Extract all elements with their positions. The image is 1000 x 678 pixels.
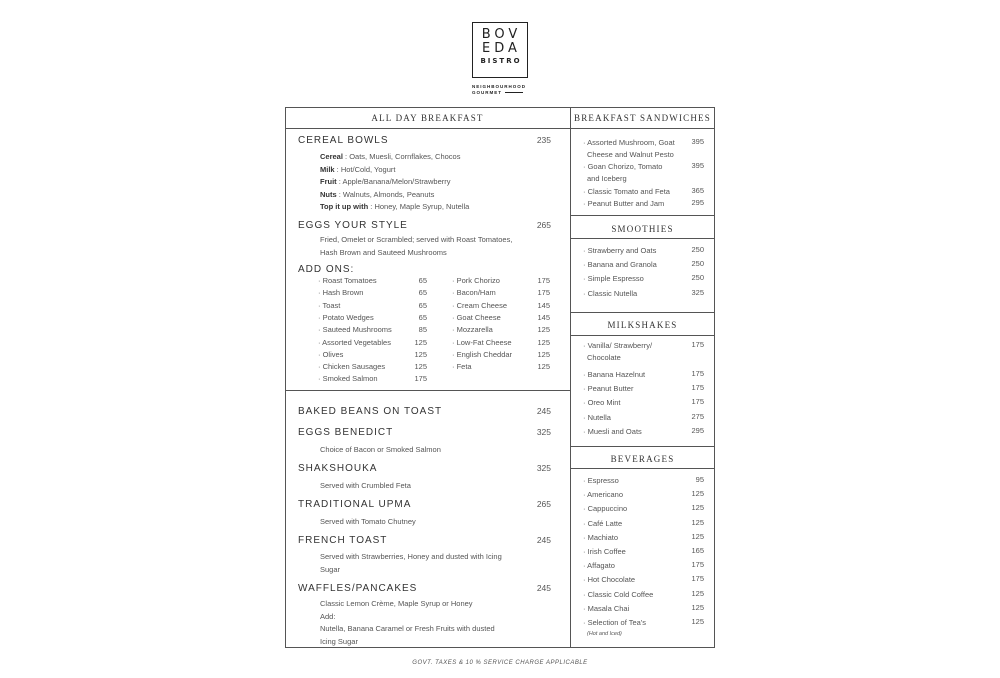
add-on-price: 125 (414, 362, 427, 372)
smoothie-price: 250 (691, 259, 704, 269)
beverages-top-rule (570, 446, 715, 447)
add-on-item: · Feta (452, 362, 472, 372)
beverage-price: 95 (695, 475, 704, 484)
add-on-item: · Mozzarella (452, 325, 493, 335)
sandwich-item: · Goan Chorizo, Tomato and Iceberg (583, 162, 663, 183)
milkshake-price: 175 (691, 340, 704, 349)
logo-line-3: BISTRO (480, 57, 522, 65)
beverage-price: 125 (691, 588, 704, 598)
beverage-price: 175 (691, 574, 704, 584)
smoothie-price: 250 (691, 245, 704, 254)
add-on-price: 125 (537, 349, 550, 359)
milkshake-price: 275 (691, 411, 704, 421)
beverages-section-title: BEVERAGES (610, 454, 675, 464)
waffles-pancakes-title: WAFFLES/PANCAKES (298, 583, 418, 594)
eggs-your-style-description: Fried, Omelet or Scrambled; served with Roast Tomatoes, Hash Brown and Sauteed Mushrooms (320, 235, 513, 257)
shakshouka-title: SHAKSHOUKA (298, 463, 378, 474)
beverage-item: · Hot Chocolate (583, 575, 636, 585)
logo (472, 22, 528, 78)
add-on-item: · Pork Chorizo (452, 276, 500, 285)
upma-description: Served with Tomato Chutney (320, 517, 416, 526)
milkshakes-top-rule (570, 312, 715, 313)
milkshake-item: · Vanilla/ Strawberry/ Chocolate (583, 341, 653, 362)
breakfast-section-rule (285, 390, 570, 391)
add-on-item: · Smoked Salmon (318, 374, 378, 384)
add-on-price: 175 (537, 276, 550, 285)
milkshake-item: · Oreo Mint (583, 398, 621, 408)
milkshake-item: · Nutella (583, 412, 611, 422)
smoothies-section-title: SMOOTHIES (611, 224, 674, 234)
cereal-option-line: Nuts : Walnuts, Almonds, Peanuts (320, 189, 435, 199)
cereal-option-line: Cereal : Oats, Muesli, Cornflakes, Chocos (320, 152, 461, 161)
add-on-item: · Chicken Sausages (318, 362, 386, 372)
beverage-price: 165 (691, 546, 704, 555)
cereal-option-line: Milk : Hot/Cold, Yogurt (320, 164, 396, 174)
cereal-bowls-title: CEREAL BOWLS (298, 135, 389, 146)
sandwich-item: · Peanut Butter and Jam (583, 199, 665, 208)
logo-line-2: EDA (482, 41, 521, 56)
add-ons-title: ADD ONS: (298, 264, 355, 275)
add-on-price: 145 (537, 300, 550, 310)
add-on-price: 125 (537, 362, 550, 372)
cereal-bowls-price: 235 (536, 135, 551, 145)
eggs-benedict-description: Choice of Bacon or Smoked Salmon (320, 445, 441, 454)
tea-note: (Hot and Iced) (587, 631, 622, 637)
add-on-price: 65 (418, 288, 427, 298)
eggs-benedict-price: 325 (536, 427, 551, 437)
baked-beans-price: 245 (536, 406, 551, 416)
add-on-price: 85 (418, 325, 427, 335)
add-on-price: 175 (414, 374, 427, 384)
tagline-line-2: GOURMET (472, 90, 532, 96)
french-toast-title: FRENCH TOAST (298, 535, 388, 546)
milkshake-item: · Peanut Butter (583, 384, 634, 394)
milkshake-item: · Muesli and Oats (583, 426, 642, 436)
smoothie-item: · Banana and Granola (583, 260, 657, 270)
sandwich-price: 395 (691, 137, 704, 146)
french-toast-description: Served with Strawberries, Honey and dusted with Icing Sugar (320, 552, 502, 574)
breakfast-title-rule (285, 128, 570, 129)
eggs-your-style-price: 265 (536, 220, 551, 230)
logo-line-1: BOV (481, 27, 522, 42)
add-on-item: · Bacon/Ham (452, 288, 496, 298)
column-divider (570, 107, 571, 648)
milkshake-price: 175 (691, 397, 704, 407)
sandwiches-title-rule (570, 128, 715, 129)
smoothies-top-rule (570, 215, 715, 216)
add-on-price: 145 (537, 312, 550, 322)
upma-title: TRADITIONAL UPMA (298, 499, 412, 510)
add-on-item: · Goat Cheese (452, 312, 501, 322)
milkshake-price: 175 (691, 369, 704, 378)
add-on-item: · Potato Wedges (318, 312, 374, 322)
beverage-item: · Machiato (583, 532, 619, 542)
shakshouka-price: 325 (536, 463, 551, 473)
beverage-price: 125 (691, 617, 704, 626)
sandwiches-section-title: BREAKFAST SANDWICHES (574, 113, 711, 123)
footer-note: GOVT. TAXES & 10 % SERVICE CHARGE APPLICABLE (412, 660, 588, 666)
upma-price: 265 (536, 499, 551, 509)
add-on-item: · Roast Tomatoes (318, 276, 377, 285)
tagline-line-1: NEIGHBOURHOOD (472, 84, 527, 89)
cereal-option-line: Fruit : Apple/Banana/Melon/Strawberry (320, 177, 451, 186)
add-on-price: 65 (418, 300, 427, 310)
sandwich-item: · Assorted Mushroom, Goat Cheese and Walnut Pesto (583, 138, 675, 159)
waffles-pancakes-description: Classic Lemon Crème, Maple Syrup or Honey Add: Nutella, Banana Caramel or Fresh Fruits with dusted Icing Sugar (320, 599, 495, 646)
add-on-price: 125 (537, 325, 550, 335)
beverages-title-rule (570, 468, 715, 469)
beverage-item: · Espresso (583, 476, 619, 485)
beverage-item: · Masala Chai (583, 603, 630, 613)
sandwich-item: · Classic Tomato and Feta (583, 187, 670, 196)
beverage-item: · Classic Cold Coffee (583, 589, 654, 599)
french-toast-price: 245 (536, 535, 551, 545)
add-on-price: 125 (414, 337, 427, 347)
beverage-item: · Café Latte (583, 518, 623, 528)
milkshake-item: · Banana Hazelnut (583, 370, 646, 379)
beverage-price: 125 (691, 602, 704, 612)
smoothie-item: · Simple Espresso (583, 274, 644, 284)
smoothie-price: 250 (691, 273, 704, 283)
add-on-item: · Sauteed Mushrooms (318, 325, 392, 335)
beverage-price: 125 (691, 489, 704, 499)
eggs-your-style-title: EGGS YOUR STYLE (298, 220, 408, 231)
beverage-item: · Americano (583, 490, 624, 500)
add-on-price: 65 (418, 312, 427, 322)
add-on-price: 175 (537, 288, 550, 298)
add-on-item: · Assorted Vegetables (318, 337, 391, 347)
smoothies-title-rule (570, 238, 715, 239)
milkshakes-section-title: MILKSHAKES (607, 320, 678, 330)
add-on-price: 125 (537, 337, 550, 347)
cereal-bowls-options (320, 151, 469, 214)
beverage-item: · Irish Coffee (583, 547, 626, 556)
add-on-price: 65 (418, 276, 427, 285)
shakshouka-description: Served with Crumbled Feta (320, 481, 411, 490)
beverage-item: · Cappuccino (583, 504, 628, 514)
cereal-option-line: Top it up with : Honey, Maple Syrup, Nutella (320, 202, 470, 211)
add-on-price: 125 (414, 349, 427, 359)
add-on-item: · Toast (318, 300, 341, 310)
milkshake-price: 295 (691, 425, 704, 435)
tagline (472, 84, 532, 96)
sandwich-price: 395 (691, 161, 704, 170)
add-on-item: · Cream Cheese (452, 300, 508, 310)
add-on-item: · Low-Fat Cheese (452, 337, 512, 347)
smoothie-price: 325 (691, 287, 704, 297)
milkshake-price: 175 (691, 383, 704, 393)
eggs-benedict-title: EGGS BENEDICT (298, 427, 394, 438)
add-on-item: · English Cheddar (452, 349, 513, 359)
smoothie-item: · Strawberry and Oats (583, 246, 657, 255)
beverage-price: 175 (691, 560, 704, 570)
beverage-price: 125 (691, 503, 704, 513)
milkshakes-title-rule (570, 335, 715, 336)
beverage-price: 125 (691, 531, 704, 541)
sandwich-price: 295 (691, 198, 704, 207)
sandwich-price: 365 (691, 186, 704, 195)
breakfast-section-title: ALL DAY BREAKFAST (371, 113, 484, 123)
beverage-price: 125 (691, 517, 704, 527)
add-on-item: · Hash Brown (318, 288, 364, 298)
add-on-item: · Olives (318, 349, 344, 359)
beverage-item: · Affagato (583, 561, 615, 571)
beverage-item: · Selection of Tea's (583, 618, 646, 627)
baked-beans-title: BAKED BEANS ON TOAST (298, 406, 443, 417)
smoothie-item: · Classic Nutella (583, 288, 638, 298)
waffles-pancakes-price: 245 (536, 583, 551, 593)
